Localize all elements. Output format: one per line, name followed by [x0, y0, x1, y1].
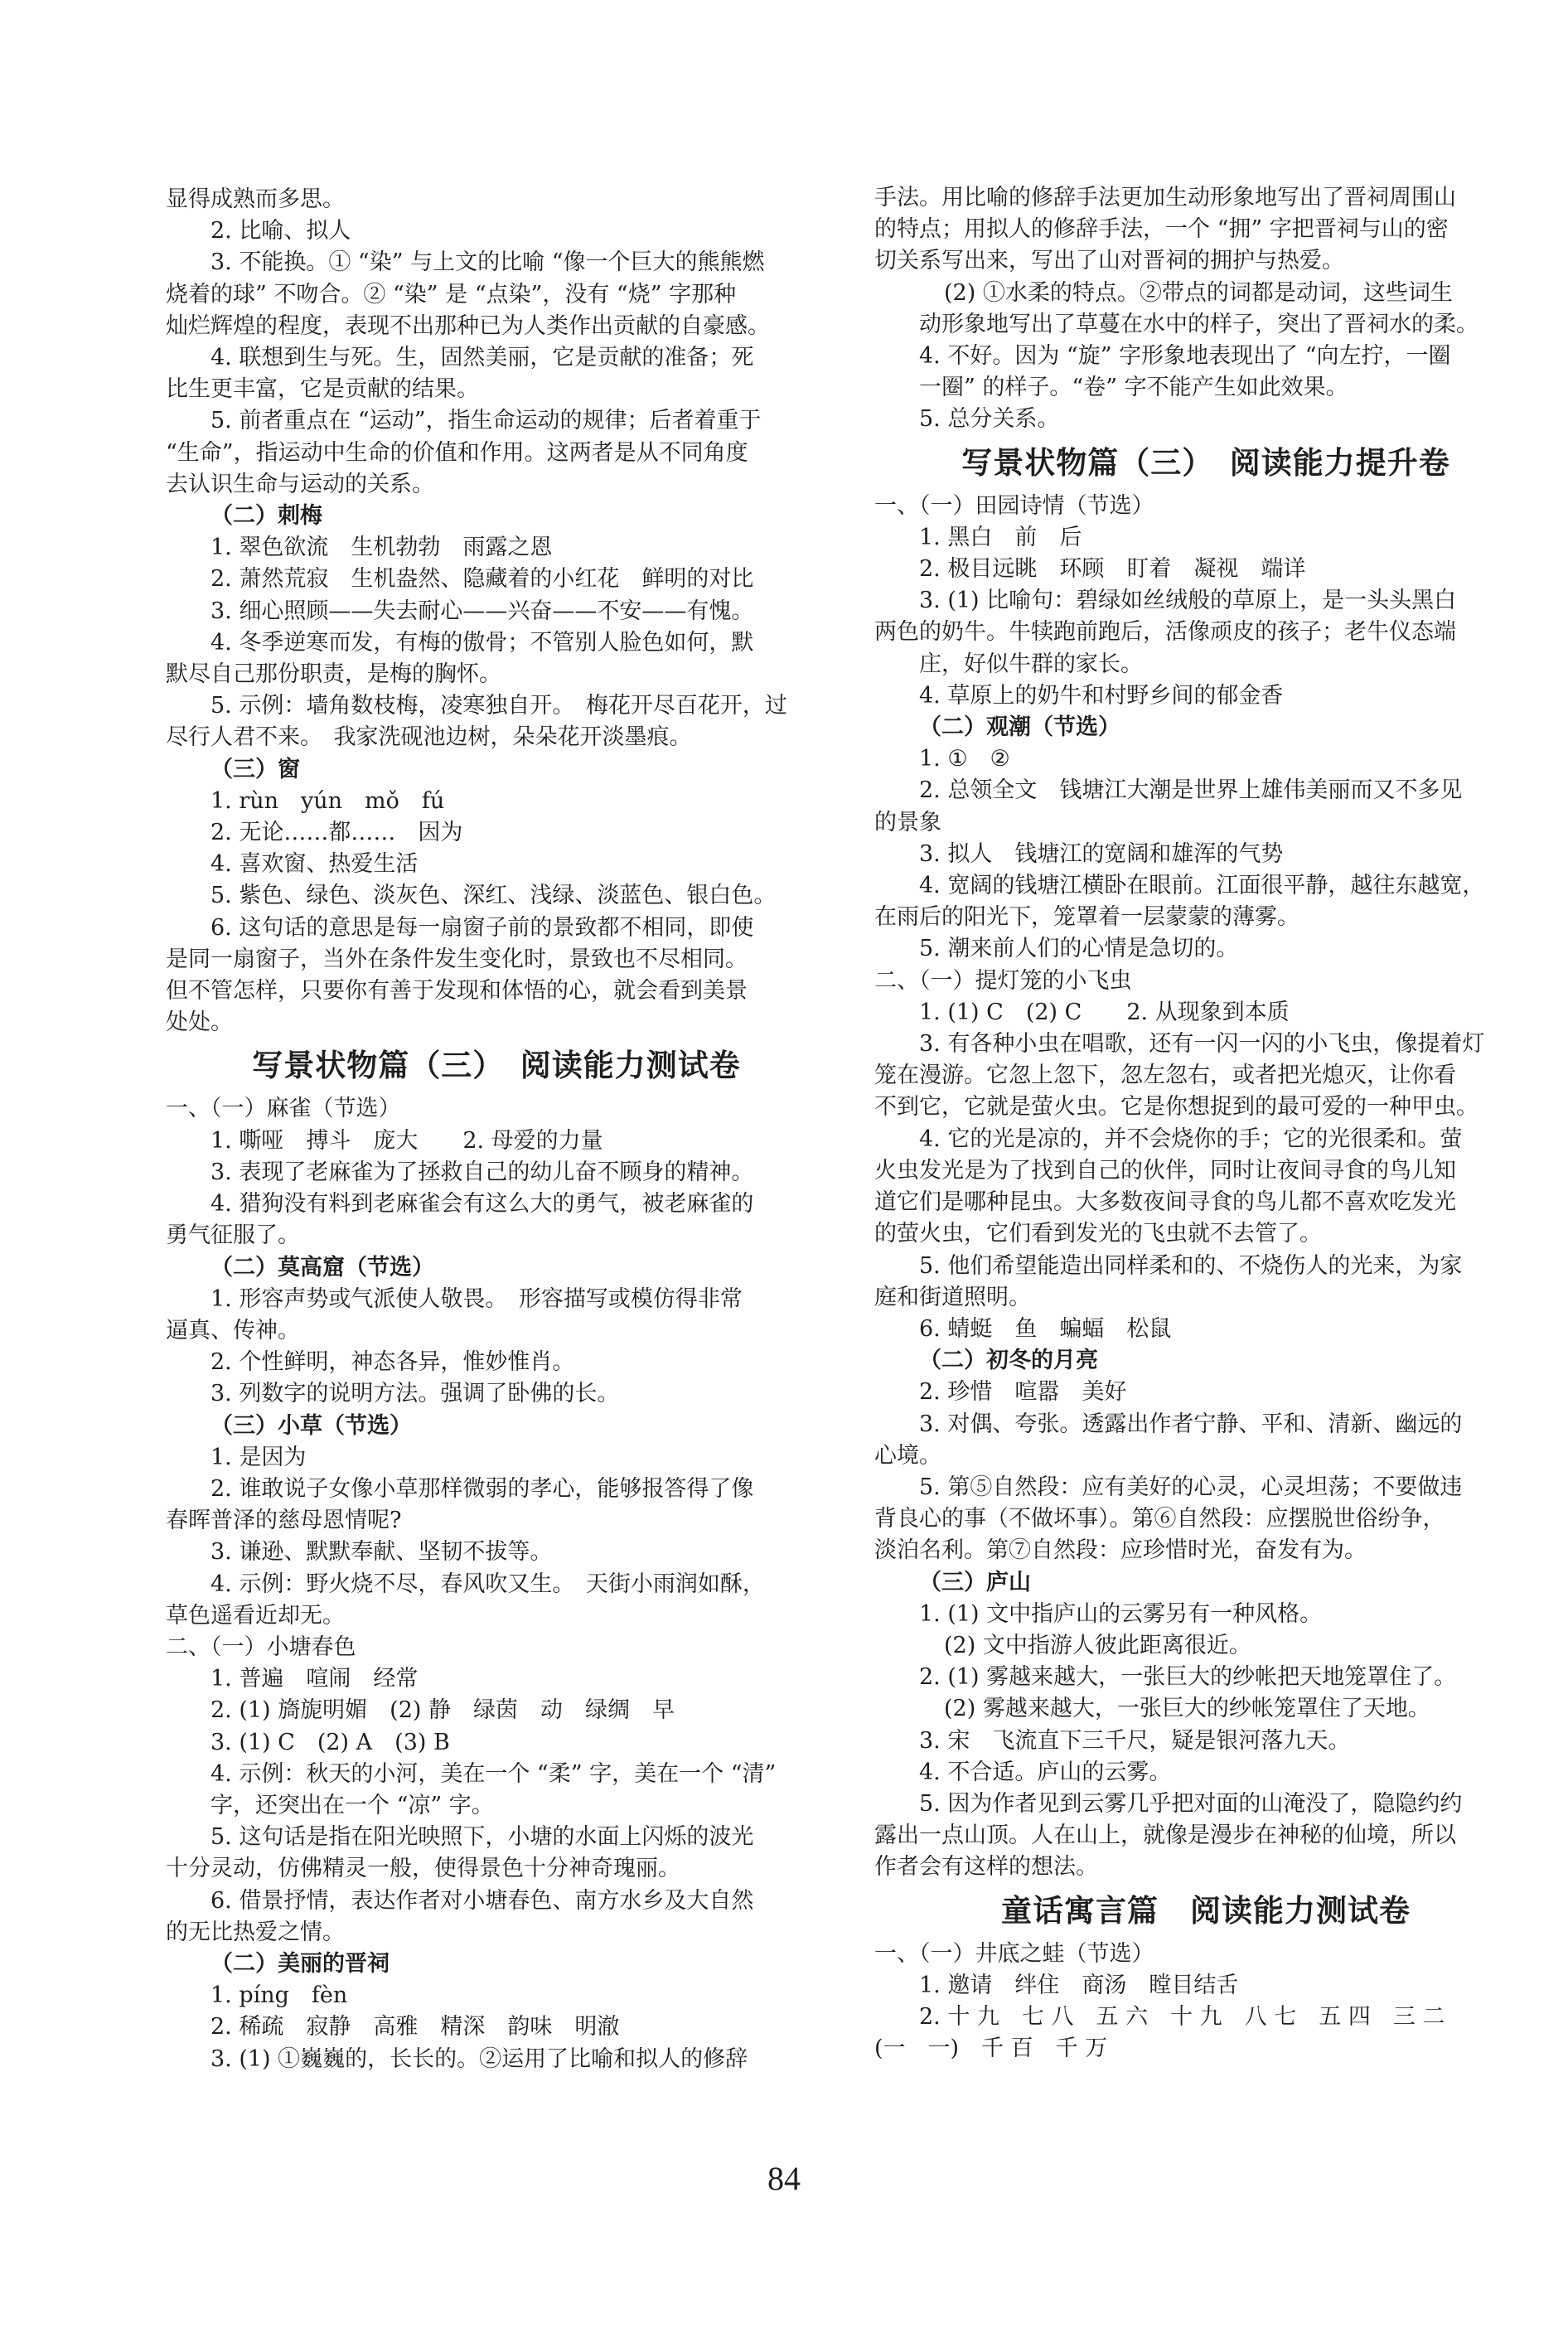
answer-line: 心境。 [874, 1442, 941, 1469]
answer-line: 道它们是哪种昆虫。大多数夜间寻食的鸟儿都不喜欢吃发光 [874, 1189, 1456, 1216]
answer-line: 的特点；用拟人的修辞手法，一个 “拥” 字把晋祠与山的密 [874, 216, 1449, 243]
answer-line: 露出一点山顶。人在山上，就像是漫步在神秘的仙境，所以 [874, 1823, 1456, 1849]
answer-line: 切关系写出来，写出了山对晋祠的拥护与热爱。 [874, 248, 1344, 274]
answer-line: 1. 邀请 绊住 商汤 瞠目结舌 [919, 1972, 1239, 1998]
answer-line: 3. 对偶、夸张。透露出作者宁静、平和、清新、幽远的 [919, 1411, 1463, 1437]
answer-line: 二、（一）小塘春色 [166, 1634, 356, 1660]
subsection-heading: （二）美丽的晋祠 [211, 1950, 390, 1977]
answer-line: 1. 黑白 前 后 [919, 524, 1082, 550]
answer-line: 1. 是因为 [211, 1444, 307, 1470]
answer-line: 1. (1) 文中指庐山的云雾另有一种风格。 [919, 1600, 1323, 1627]
answer-line: 笼在漫游。它忽上忽下，忽左忽右，或者把光熄灭，让你看 [874, 1063, 1456, 1089]
answer-line: 的景象 [874, 809, 941, 835]
answer-line: 4. 它的光是凉的，并不会烧你的手；它的光很柔和。萤 [919, 1126, 1463, 1152]
answer-line: 尽行人君不来。 我家洗砚池边树，朵朵花开淡墨痕。 [166, 724, 692, 751]
answer-line: 3. 宋 飞流直下三千尺，疑是银河落九天。 [919, 1727, 1351, 1754]
subsection-heading: （二）莫高窟（节选） [211, 1254, 434, 1280]
answer-line: 5. 前者重点在 “运动”，指生命运动的规律；后者着重于 [211, 408, 762, 434]
answer-line: 4. 猎狗没有料到老麻雀会有这么大的勇气，被老麻雀的 [211, 1191, 754, 1217]
answer-line: 3. 表现了老麻雀为了拯救自己的幼儿奋不顾身的精神。 [211, 1159, 754, 1185]
right-column [874, 182, 1537, 2065]
answer-line: 4. 联想到生与死。生，固然美丽，它是贡献的准备；死 [211, 345, 754, 371]
answer-line: 2. (1) 旖旎明媚 (2) 静 绿茵 动 绿绸 早 [211, 1697, 675, 1724]
answer-line: 1. ① ② [919, 746, 1010, 772]
answer-line: 去认识生命与运动的关系。 [166, 471, 434, 497]
answer-line: 逼真、传神。 [166, 1317, 300, 1343]
answer-line: (2) ①水柔的特点。②带点的词都是动词，这些词生 [944, 279, 1453, 306]
answer-line: 春晖普泽的慈母恩情呢? [166, 1508, 402, 1534]
answer-line: (2) 文中指游人彼此距离很近。 [944, 1632, 1251, 1658]
answer-line: 勇气征服了。 [166, 1222, 300, 1249]
answer-line: 二、（一）提灯笼的小飞虫 [874, 967, 1132, 994]
page-number: 84 [767, 2160, 801, 2197]
answer-line: 3. 拟人 钱塘江的宽阔和雄浑的气势 [919, 840, 1284, 867]
answer-line: 一、（一）田园诗情（节选） [874, 492, 1154, 519]
answer-line: 3. 细心照顾——失去耐心——兴奋——不安——有愧。 [211, 598, 754, 624]
answer-line: 背良心的事（不做坏事）。第⑥自然段：应摆脱世俗纷争， [874, 1506, 1445, 1532]
subsection-heading: （三）小草（节选） [211, 1412, 412, 1439]
answer-line: 5. 紫色、绿色、淡灰色、深红、浅绿、淡蓝色、银白色。 [211, 883, 777, 909]
answer-line: 1. 普遍 喧闹 经常 [211, 1666, 419, 1692]
answer-line: 2. 谁敢说子女像小草那样微弱的孝心，能够报答得了像 [211, 1475, 754, 1502]
answer-line: 2. (1) 雾越来越大，一张巨大的纱帐把天地笼罩住了。 [919, 1664, 1457, 1691]
section-heading: 写景状物篇（三） 阅读能力测试卷 [252, 1048, 741, 1084]
answer-line: 2. 十 九 七 八 五 六 十 九 八 七 五 四 三 二 [919, 2003, 1445, 2030]
answer-line: 4. 宽阔的钱塘江横卧在眼前。江面很平静，越往东越宽， [919, 873, 1485, 899]
answer-line: 字，还突出在一个 “凉” 字。 [211, 1792, 494, 1818]
answer-line: 2. 比喻、拟人 [211, 218, 351, 244]
answer-line: 是同一扇窗子，当外在条件发生变化时，景致也不尽相同。 [166, 946, 748, 972]
answer-line: 4. 示例：野火烧不尽，春风吹又生。 天街小雨润如酥， [211, 1571, 765, 1597]
answer-line: 5. 总分关系。 [919, 406, 1060, 433]
answer-line: 3. 列数字的说明方法。强调了卧佛的长。 [211, 1381, 620, 1407]
answer-line: 比生更丰富，它是贡献的结果。 [166, 376, 479, 403]
answer-line: 5. 示例：墙角数枝梅，凌寒独自开。 梅花开尽百花开，过 [211, 693, 787, 719]
answer-line: 1. 翠色欲流 生机勃勃 雨露之恩 [211, 535, 553, 561]
answer-line: 的无比热爱之情。 [166, 1919, 345, 1945]
answer-line: 十分灵动，仿佛精灵一般，使得景色十分神奇瑰丽。 [166, 1856, 680, 1882]
answer-line: 默尽自己那份职责，是梅的胸怀。 [166, 661, 501, 688]
answer-line: 作者会有这样的想法。 [874, 1854, 1098, 1881]
subsection-heading: （二）初冬的月亮 [919, 1348, 1098, 1374]
answer-line: 3. 谦逊、默默奉献、坚韧不拔等。 [211, 1539, 553, 1566]
answer-line: 6. 蜻蜓 鱼 蝙蝠 松鼠 [919, 1315, 1172, 1342]
answer-line: 显得成熟而多思。 [166, 186, 345, 212]
answer-line: 2. 珍惜 喧嚣 美好 [919, 1379, 1127, 1406]
answer-line: 5. 这句话是指在阳光映照下，小塘的水面上闪烁的波光 [211, 1824, 754, 1851]
answer-line: 手法。用比喻的修辞手法更加生动形象地写出了晋祠周围山 [874, 185, 1456, 211]
answer-line: 4. 草原上的奶牛和村野乡间的郁金香 [919, 682, 1284, 709]
answer-line: 3. (1) 比喻句：碧绿如丝绒般的草原上，是一头头黑白 [919, 588, 1457, 614]
answer-line: 一圈” 的样子。“卷” 字不能产生如此效果。 [919, 375, 1348, 401]
answer-line: 动形象地写出了草蔓在水中的样子，突出了晋祠水的柔。 [919, 311, 1478, 337]
answer-line: 火虫发光是为了找到自己的伙伴，同时让夜间寻食的鸟儿知 [874, 1157, 1456, 1184]
answer-line: (2) 雾越来越大，一张巨大的纱帐笼罩住了天地。 [944, 1696, 1430, 1722]
answer-line: 3. 有各种小虫在唱歌，还有一闪一闪的小飞虫，像提着灯 [919, 1031, 1485, 1058]
answer-line: 一、（一）井底之蛙（节选） [874, 1940, 1154, 1967]
answer-line: 2. 无论……都…… 因为 [211, 820, 463, 846]
answer-line: 4. 示例：秋天的小河，美在一个 “柔” 字，美在一个 “清” [211, 1760, 777, 1787]
answer-line: 2. 极目远眺 环顾 盯着 凝视 端详 [919, 556, 1306, 583]
left-column [166, 184, 827, 2075]
answer-line: 5. 潮来前人们的心情是急切的。 [919, 936, 1239, 962]
answer-line: 草色遥看近却无。 [166, 1602, 345, 1629]
answer-line: 5. 第⑤自然段：应有美好的心灵，心灵坦荡；不要做违 [919, 1474, 1463, 1500]
section-heading: 童话寓言篇 阅读能力测试卷 [1001, 1892, 1411, 1929]
answer-line: 在雨后的阳光下，笼罩着一层蒙蒙的薄雾。 [874, 904, 1299, 931]
answer-line: 不到它，它就是萤火虫。它是你想捉到的最可爱的一种甲虫。 [874, 1094, 1478, 1121]
answer-line: 2. 总领全文 钱塘江大潮是世界上雄伟美丽而又不多见 [919, 777, 1463, 804]
answer-line: 5. 他们希望能造出同样柔和的、不烧伤人的光来，为家 [919, 1252, 1463, 1279]
answer-line: 4. 冬季逆寒而发，有梅的傲骨；不管别人脸色如何，默 [211, 629, 754, 656]
answer-line: 1. (1) C (2) C 2. 从现象到本质 [919, 999, 1290, 1025]
answer-line: 2. 稀疏 寂静 高雅 精深 韵味 明澈 [211, 2014, 620, 2040]
subsection-heading: （三）庐山 [919, 1569, 1031, 1595]
answer-line: 的萤火虫，它们看到发光的飞虫就不去管了。 [874, 1221, 1322, 1247]
answer-line: 3. (1) ①巍巍的，长长的。②运用了比喻和拟人的修辞 [211, 2045, 748, 2072]
answer-line: 庭和街道照明。 [874, 1284, 1031, 1310]
subsection-heading: （二）刺梅 [211, 503, 322, 530]
answer-line: 烧着的球” 不吻合。② “染” 是 “点染”，没有 “烧” 字那种 [166, 281, 737, 307]
subsection-heading: （二）观潮（节选） [919, 714, 1120, 741]
answer-line: 1. píng fèn [211, 1982, 348, 2009]
answer-line: 2. 萧然荒寂 生机盎然、隐藏着的小红花 鲜明的对比 [211, 566, 754, 593]
answer-line: “生命”，指运动中生命的价值和作用。这两者是从不同角度 [166, 439, 748, 466]
answer-line: 一、（一）麻雀（节选） [166, 1096, 401, 1122]
answer-line: 4. 不好。因为 “旋” 字形象地表现出了 “向左拧，一圈 [919, 343, 1451, 370]
answer-line: 但不管怎样，只要你有善于发现和体悟的心，就会看到美景 [166, 978, 748, 1004]
answer-line: 6. 借景抒情，表达作者对小塘春色、南方水乡及大自然 [211, 1887, 754, 1914]
answer-line: 3. (1) C (2) A (3) B [211, 1729, 450, 1755]
answer-line: 6. 这句话的意思是每一扇窗子前的景致都不相同，即使 [211, 914, 754, 941]
answer-line: 2. 个性鲜明，神态各异，惟妙惟肖。 [211, 1349, 575, 1376]
answer-line: 庄，好似牛群的家长。 [919, 651, 1143, 677]
answer-line: 两色的奶牛。牛犊跑前跑后，活像顽皮的孩子；老牛仪态端 [874, 619, 1456, 646]
answer-line: 1. rùn yún mǒ fú [211, 787, 445, 814]
answer-line: 4. 喜欢窗、热爱生活 [211, 851, 419, 878]
answer-line: 1. 嘶哑 搏斗 庞大 2. 母爱的力量 [211, 1127, 603, 1154]
answer-line: 3. 不能换。① “染” 与上文的比喻 “像一个巨大的熊熊燃 [211, 249, 765, 276]
answer-line: 处处。 [166, 1009, 233, 1036]
answer-line: 5. 因为作者见到云雾几乎把对面的山淹没了，隐隐约约 [919, 1790, 1463, 1817]
answer-line: 1. 形容声势或气派使人敬畏。 形容描写或模仿得非常 [211, 1285, 743, 1312]
subsection-heading: （三）窗 [211, 756, 300, 782]
answer-line: (一 一) 千 百 千 万 [874, 2036, 1108, 2062]
answer-line: 4. 不合适。庐山的云雾。 [919, 1759, 1172, 1785]
section-heading: 写景状物篇（三） 阅读能力提升卷 [961, 444, 1450, 481]
answer-line: 淡泊名利。第⑦自然段：应珍惜时光，奋发有为。 [874, 1537, 1367, 1564]
answer-line: 灿烂辉煌的程度，表现不出那种已为人类作出贡献的自豪感。 [166, 312, 770, 339]
